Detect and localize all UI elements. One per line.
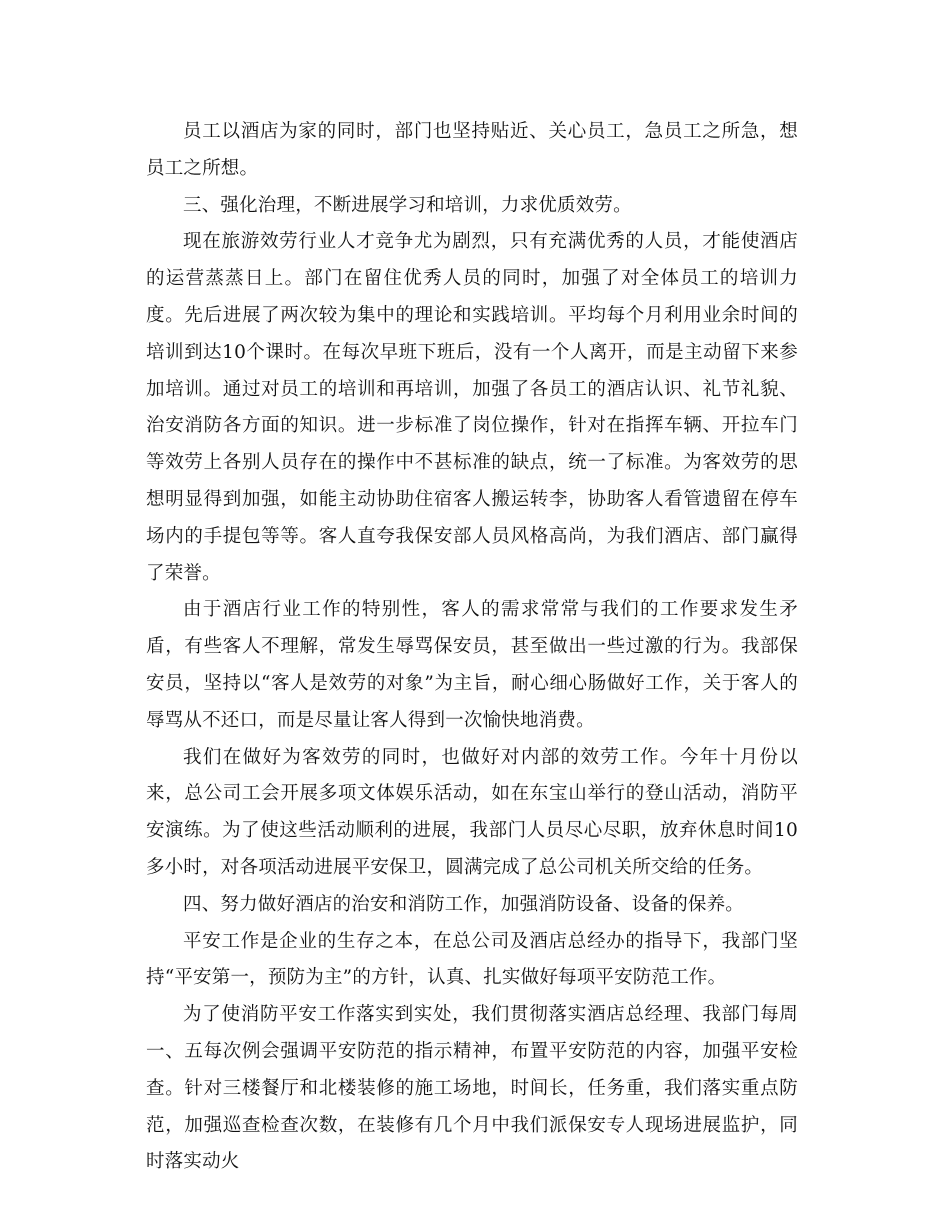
paragraph-internal-service: 我们在做好为客效劳的同时，也做好对内部的效劳工作。今年十月份以来，总公司工会开展多项文体娱乐活动，如在东宝山举行的登山活动，消防平安演练。为了使这些活动顺利的进展，我部门人员尽心尽职，放弃休息时间10多小时，对各项活动进展平安保卫，圆满完成了总公司机关所交给的任务。 [146,746,798,878]
paragraph-training: 现在旅游效劳行业人才竞争尤为剧烈，只有充满优秀的人员，才能使酒店的运营蒸蒸日上。部门在留住优秀人员的同时，加强了对全体员工的培训力度。先后进展了两次较为集中的理论和实践培训。平均每个月利用业余时间的培训到达10个课时。在每次早班下班后，没有一个人离开，而是主动留下来参加培训。通过对员工的培训和再培训，加强了各员工的酒店认识、礼节礼貌、治安消防各方面的知识。进一步标准了岗位操作，针对在指挥车辆、开拉车门等效劳上各别人员存在的操作中不甚标准的缺点，统一了标准。为客效劳的思想明显得到加强，如能主动协助住宿客人搬运转李，协助客人看管遗留在停车场内的手提包等等。客人直夸我保安部人员风格高尚，为我们酒店、部门赢得了荣誉。 [146,231,798,584]
paragraph-customer-conflict: 由于酒店行业工作的特别性，客人的需求常常与我们的工作要求发生矛盾，有些客人不理解，常发生辱骂保安员，甚至做出一些过激的行为。我部保安员，坚持以“客人是效劳的对象”为主旨，耐心细心肠做好工作，关于客人的辱骂从不还口，而是尽量让客人得到一次愉快地消费。 [146,599,798,731]
paragraph-1: 员工以酒店为家的同时，部门也坚持贴近、关心员工，急员工之所急，想员工之所想。 [146,121,798,179]
document-body [146,114,798,1181]
paragraph-fire-safety: 为了使消防平安工作落实到实处，我们贯彻落实酒店总经理、我部门每周一、五每次例会强调平安防范的指示精神，布置平安防范的内容，加强平安检查。针对三楼餐厅和北楼装修的施工场地，时间长，任务重，我们落实重点防范，加强巡查检查次数，在装修有几个月中我们派保安专人现场进展监护，同时落实动火 [146,1004,798,1173]
paragraph-safety-principle: 平安工作是企业的生存之本，在总公司及酒店总经办的指导下，我部门坚持“平安第一，预防为主”的方针，认真、扎实做好每项平安防范工作。 [146,930,798,989]
section-heading-4: 四、努力做好酒店的治安和消防工作，加强消防设备、设备的保养。 [183,893,745,915]
section-heading-3: 三、强化治理，不断进展学习和培训，力求优质效劳。 [183,194,632,216]
